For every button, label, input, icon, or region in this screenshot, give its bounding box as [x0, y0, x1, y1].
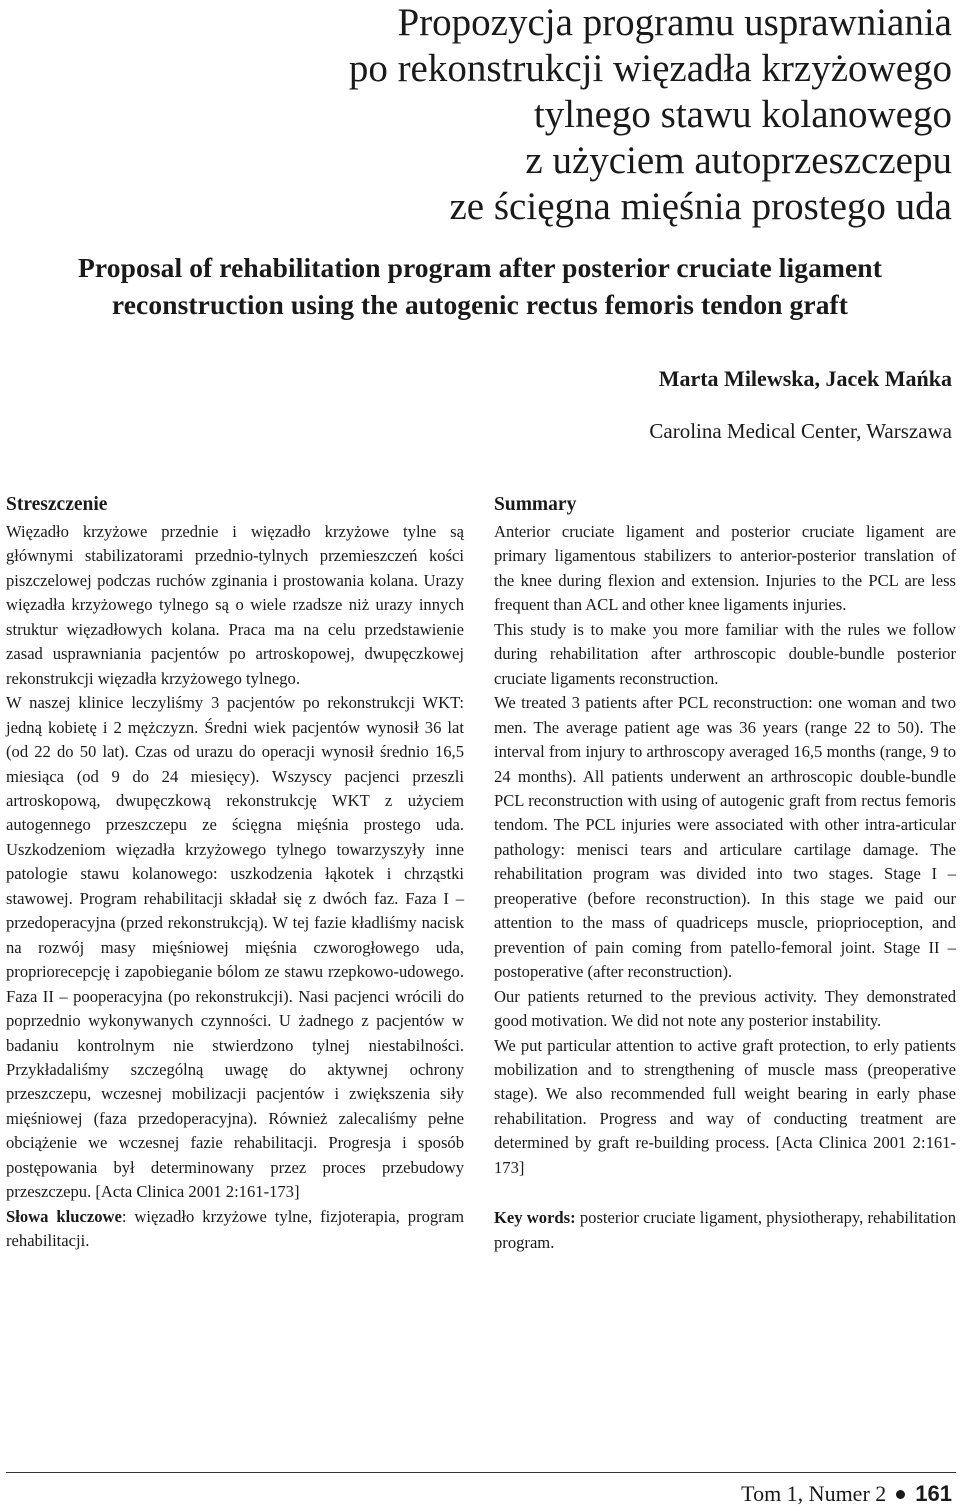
- title-polish-line: z użyciem autoprzeszczepu: [525, 139, 952, 182]
- keywords-polish: [6, 1205, 464, 1254]
- keywords-english: [494, 1206, 956, 1255]
- footer-divider: [6, 1472, 956, 1473]
- title-polish-line: po rekonstrukcji więzadła krzyżowego: [348, 47, 952, 90]
- page-footer: [741, 1480, 952, 1508]
- abstract-polish-heading: Streszczenie: [6, 494, 108, 515]
- title-polish-line: tylnego stawu kolanowego: [533, 93, 952, 136]
- volume-label: Tom 1, Numer 2: [741, 1481, 887, 1506]
- abstract-polish: [6, 490, 464, 1254]
- abstract-paragraph: We put particular attention to active graft protection, to erly patients mobilization and to strengthening of muscle mass (preoperative stage). We also recommended full weight bearing in early phase rehabilitation. Progress and way of conducting treatment are determined by graft re-building process. [Acta Clinica 2001 2:161-173]: [494, 1035, 956, 1177]
- abstract-english: [494, 490, 956, 1255]
- abstract-paragraph: Więzadło krzyżowe przednie i więzadło krzyżowe tylne są głównymi stabilizatorami przednio-tylnych przemieszczeń kości piszczelowej podczas ruchów zginania i prostowania kolana. Urazy więzadła krzyżowego tylnego są o wiele rzadsze niż urazy innych struktur więzadłowych kolana. Praca ma na celu przedstawienie zasad usprawniania pacjentów po artroskopowej, dwupęczkowej rekonstrukcji więzadła krzyżowego tylnego.: [6, 522, 464, 688]
- abstract-paragraph: This study is to make you more familiar with the rules we follow during rehabilitation after arthroscopic double-bundle posterior cruciate ligaments reconstruction.: [494, 619, 956, 688]
- keywords-label: Słowa kluczowe: [6, 1206, 122, 1226]
- bullet-icon: [896, 1490, 905, 1499]
- keywords-label: Key words:: [494, 1208, 576, 1228]
- abstract-paragraph: We treated 3 patients after PCL reconstruction: one woman and two men. The average patient age was 36 years (range 22 to 50). The interval from injury to arthroscopy averaged 16,5 months (range, 9 to 24 months). All patients underwent an arthroscopic double-bundle PCL reconstruction with using of autogenic graft from rectus femoris tendom. The PCL injuries were associated with other intra-articular pathology: menisci tears and articulare cartilage damage. The rehabilitation program was divided into two stages. Stage I – preoperative (before reconstruction). In this stage we paid our attention to the mass of quadriceps muscle, priopriocеption, and prevention of pain coming from patello-femoral joint. Stage II – postoperative (after reconstruction).: [494, 693, 956, 982]
- keywords-text: posterior cruciate ligament, physiotherapy, rehabilitation program.: [494, 1208, 957, 1252]
- title-english-line: reconstruction using the autogenic rectus femoris tendon graft: [111, 289, 849, 320]
- abstract-english-heading: Summary: [494, 494, 577, 515]
- abstract-paragraph: Our patients returned to the previous activity. They demonstrated good motivation. We did not note any posterior instability.: [494, 986, 956, 1031]
- keywords-text: : więzadło krzyżowe tylne, fizjoterapia, program rehabilitacji.: [6, 1206, 464, 1251]
- abstract-paragraph: W naszej klinice leczyliśmy 3 pacjentów po rekonstrukcji WKT: jedną kobietę i 2 mężczyzn. Średni wiek pacjentów wynosił 36 lat (od 22 do 50 lat). Czas od urazu do operacji wynosił średnio 16,5 miesiąca (od 9 do 24 miesięcy). Wszyscy pacjenci przeszli artroskopową, dwupęczkową rekonstrukcję WKT z użyciem autogennego przeszczepu ze ścięgna mięśnia prostego uda. Uszkodzeniom więzadła krzyżowego tylnego towarzyszyły inne patologie stawu kolanowego: uszkodzenia łąkotek i chrząstki stawowej. Program rehabilitacji składał się z dwóch faz. Faza I – przedoperacyjna (przed rekonstrukcją). W tej fazie kładliśmy nacisk na rozwój masy mięśniowej mięśnia czworogłowego uda, propriorecepcję i zapobieganie bólom ze stawu rzepkowo-udowego. Faza II – pooperacyjna (po rekonstrukcji). Nasi pacjenci wrócili do poprzednio wykonywanych czynności. U żadnego z pacjentów w badaniu kontrolnym nie stwierdzono tylnej niestabilności. Przykładaliśmy szczególną uwagę do aktywnej ochrony przeszczepu, wczesnej mobilizacji pacjentów i zwiększenia siły mięśniowej (faza przedoperacyjna). Również zalecaliśmy pełne obciążenie we wczesnej fazie rehabilitacji. Progresja i sposób postępowania był determinowany przez proces przebudowy przeszczepu. [Acta Clinica 2001 2:161-173]: [6, 693, 464, 1202]
- page-number: 161: [915, 1481, 952, 1506]
- title-polish-line: Propozycja programu usprawniania: [397, 1, 952, 44]
- title-polish: [52, 0, 952, 230]
- affiliation: Carolina Medical Center, Warszawa: [649, 419, 952, 443]
- authors: Marta Milewska, Jacek Mańka: [658, 366, 952, 391]
- abstract-paragraph: Anterior cruciate ligament and posterior cruciate ligament are primary ligamentous stabilizers to anterior-posterior translation of the knee during flexion and extension. Injuries to the PCL are less frequent than ACL and other knee ligaments injuries.: [494, 522, 956, 615]
- title-polish-line: ze ścięgna mięśnia prostego uda: [449, 185, 952, 228]
- title-english: [0, 249, 960, 323]
- title-english-line: Proposal of rehabilitation program after posterior cruciate ligament: [78, 252, 882, 283]
